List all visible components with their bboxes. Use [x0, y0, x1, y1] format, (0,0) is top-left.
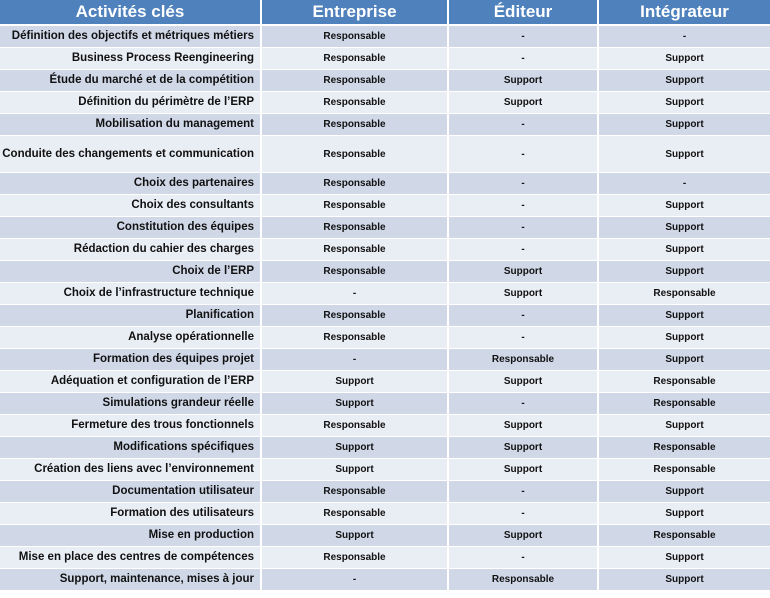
integrateur-cell: Support: [598, 327, 770, 349]
editeur-cell: -: [448, 114, 598, 136]
table-body: [0, 25, 770, 591]
integrateur-cell: Responsable: [598, 459, 770, 481]
table-row: [0, 48, 770, 70]
activity-cell: Support, maintenance, mises à jour: [0, 569, 261, 591]
activity-cell: Définition du périmètre de l’ERP: [0, 92, 261, 114]
integrateur-cell: -: [598, 173, 770, 195]
entreprise-cell: Responsable: [261, 261, 448, 283]
editeur-cell: Responsable: [448, 349, 598, 371]
entreprise-cell: Support: [261, 437, 448, 459]
editeur-cell: Support: [448, 525, 598, 547]
editeur-cell: -: [448, 48, 598, 70]
header-entreprise: Entreprise: [261, 0, 448, 25]
editeur-cell: Support: [448, 92, 598, 114]
activity-cell: Analyse opérationnelle: [0, 327, 261, 349]
table-row: [0, 261, 770, 283]
activity-cell: Choix de l’ERP: [0, 261, 261, 283]
integrateur-cell: Support: [598, 349, 770, 371]
integrateur-cell: -: [598, 25, 770, 48]
entreprise-cell: -: [261, 283, 448, 305]
activity-cell: Constitution des équipes: [0, 217, 261, 239]
activity-cell: Adéquation et configuration de l’ERP: [0, 371, 261, 393]
entreprise-cell: Responsable: [261, 70, 448, 92]
entreprise-cell: Responsable: [261, 114, 448, 136]
integrateur-cell: Responsable: [598, 393, 770, 415]
editeur-cell: Support: [448, 459, 598, 481]
editeur-cell: Support: [448, 70, 598, 92]
entreprise-cell: Support: [261, 459, 448, 481]
integrateur-cell: Support: [598, 261, 770, 283]
activity-cell: Choix des partenaires: [0, 173, 261, 195]
integrateur-cell: Responsable: [598, 371, 770, 393]
editeur-cell: -: [448, 136, 598, 173]
editeur-cell: Support: [448, 261, 598, 283]
activity-cell: Business Process Reengineering: [0, 48, 261, 70]
entreprise-cell: Responsable: [261, 503, 448, 525]
editeur-cell: -: [448, 25, 598, 48]
activity-cell: Formation des équipes projet: [0, 349, 261, 371]
integrateur-cell: Support: [598, 569, 770, 591]
integrateur-cell: Support: [598, 503, 770, 525]
editeur-cell: Support: [448, 415, 598, 437]
activity-cell: Choix des consultants: [0, 195, 261, 217]
table-row: [0, 393, 770, 415]
header-integrateur: Intégrateur: [598, 0, 770, 25]
activity-cell: Modifications spécifiques: [0, 437, 261, 459]
activity-cell: Mobilisation du management: [0, 114, 261, 136]
table-row: [0, 25, 770, 48]
activity-cell: Rédaction du cahier des charges: [0, 239, 261, 261]
entreprise-cell: Responsable: [261, 305, 448, 327]
integrateur-cell: Support: [598, 481, 770, 503]
editeur-cell: -: [448, 503, 598, 525]
editeur-cell: -: [448, 547, 598, 569]
activity-cell: Simulations grandeur réelle: [0, 393, 261, 415]
activity-cell: Conduite des changements et communication: [0, 136, 261, 173]
table-row: [0, 136, 770, 173]
table-row: [0, 283, 770, 305]
table-row: [0, 327, 770, 349]
activity-cell: Documentation utilisateur: [0, 481, 261, 503]
header-activites-cles: Activités clés: [0, 0, 261, 25]
editeur-cell: Support: [448, 283, 598, 305]
entreprise-cell: Responsable: [261, 92, 448, 114]
entreprise-cell: -: [261, 349, 448, 371]
integrateur-cell: Support: [598, 547, 770, 569]
integrateur-cell: Responsable: [598, 437, 770, 459]
entreprise-cell: Support: [261, 371, 448, 393]
integrateur-cell: Support: [598, 195, 770, 217]
activity-cell: Mise en production: [0, 525, 261, 547]
editeur-cell: -: [448, 173, 598, 195]
entreprise-cell: Responsable: [261, 239, 448, 261]
table-row: [0, 92, 770, 114]
integrateur-cell: Responsable: [598, 283, 770, 305]
integrateur-cell: Support: [598, 136, 770, 173]
integrateur-cell: Support: [598, 92, 770, 114]
editeur-cell: Support: [448, 437, 598, 459]
table-row: [0, 437, 770, 459]
table-row: [0, 195, 770, 217]
entreprise-cell: Responsable: [261, 195, 448, 217]
table-row: [0, 173, 770, 195]
integrateur-cell: Support: [598, 415, 770, 437]
editeur-cell: -: [448, 217, 598, 239]
header-row: [0, 0, 770, 25]
table-row: [0, 569, 770, 591]
header-editeur: Éditeur: [448, 0, 598, 25]
table-row: [0, 217, 770, 239]
table-row: [0, 371, 770, 393]
integrateur-cell: Support: [598, 239, 770, 261]
table-row: [0, 547, 770, 569]
activity-cell: Planification: [0, 305, 261, 327]
entreprise-cell: Responsable: [261, 136, 448, 173]
activity-cell: Étude du marché et de la compétition: [0, 70, 261, 92]
integrateur-cell: Support: [598, 114, 770, 136]
entreprise-cell: -: [261, 569, 448, 591]
integrateur-cell: Support: [598, 48, 770, 70]
editeur-cell: Support: [448, 371, 598, 393]
editeur-cell: -: [448, 305, 598, 327]
entreprise-cell: Responsable: [261, 327, 448, 349]
integrateur-cell: Support: [598, 305, 770, 327]
activity-cell: Formation des utilisateurs: [0, 503, 261, 525]
activity-cell: Choix de l’infrastructure technique: [0, 283, 261, 305]
integrateur-cell: Support: [598, 70, 770, 92]
editeur-cell: -: [448, 393, 598, 415]
entreprise-cell: Responsable: [261, 481, 448, 503]
activity-cell: Mise en place des centres de compétences: [0, 547, 261, 569]
activity-cell: Définition des objectifs et métriques métiers: [0, 25, 261, 48]
integrateur-cell: Support: [598, 217, 770, 239]
entreprise-cell: Responsable: [261, 415, 448, 437]
editeur-cell: -: [448, 327, 598, 349]
table-row: [0, 459, 770, 481]
editeur-cell: -: [448, 481, 598, 503]
entreprise-cell: Responsable: [261, 547, 448, 569]
editeur-cell: Responsable: [448, 569, 598, 591]
table-row: [0, 481, 770, 503]
table-row: [0, 503, 770, 525]
entreprise-cell: Responsable: [261, 217, 448, 239]
editeur-cell: -: [448, 239, 598, 261]
table-row: [0, 349, 770, 371]
entreprise-cell: Support: [261, 393, 448, 415]
activity-cell: Fermeture des trous fonctionnels: [0, 415, 261, 437]
table-row: [0, 305, 770, 327]
activity-cell: Création des liens avec l’environnement: [0, 459, 261, 481]
entreprise-cell: Responsable: [261, 173, 448, 195]
table-row: [0, 114, 770, 136]
entreprise-cell: Responsable: [261, 25, 448, 48]
entreprise-cell: Responsable: [261, 48, 448, 70]
table-row: [0, 239, 770, 261]
editeur-cell: -: [448, 195, 598, 217]
table-row: [0, 415, 770, 437]
entreprise-cell: Support: [261, 525, 448, 547]
integrateur-cell: Responsable: [598, 525, 770, 547]
table-row: [0, 70, 770, 92]
table-row: [0, 525, 770, 547]
